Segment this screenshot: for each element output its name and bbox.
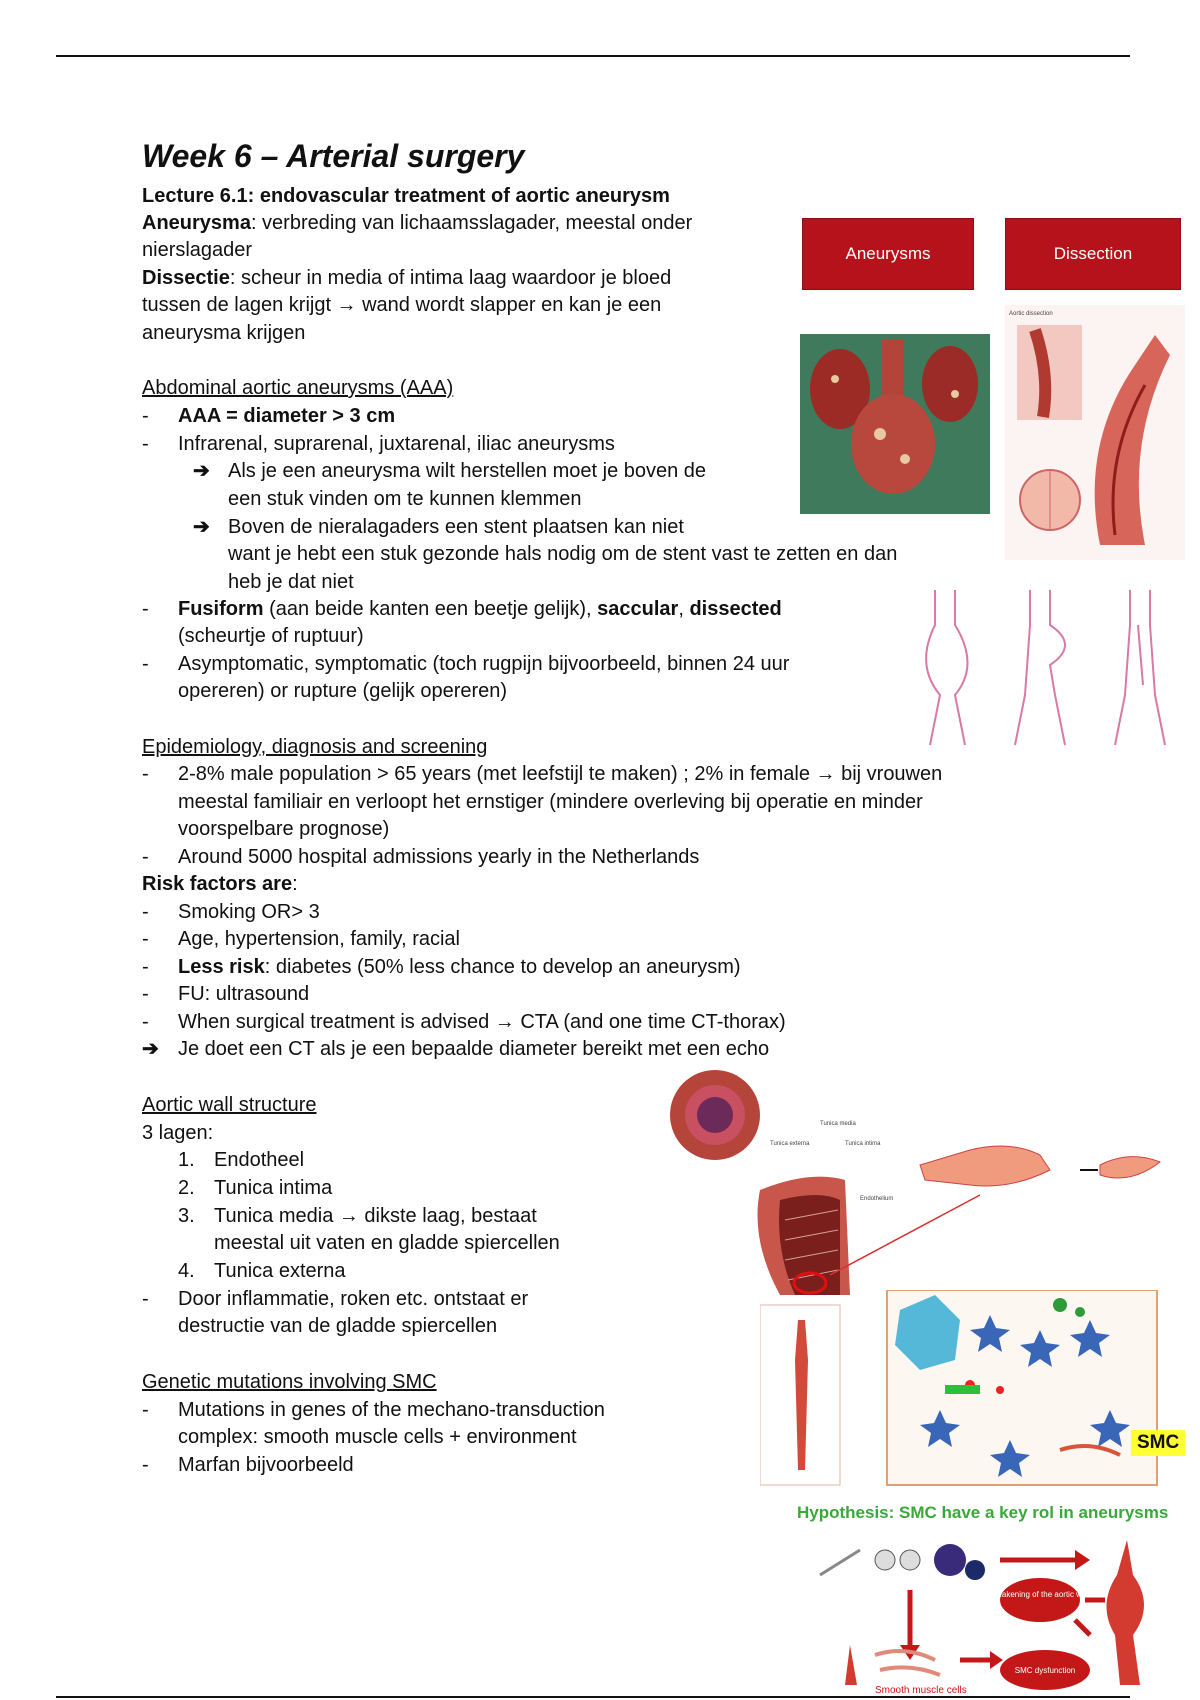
wall-layer: Endotheel bbox=[214, 1149, 305, 1171]
wall-intro: 3 lagen: bbox=[142, 1122, 214, 1144]
bullet-dash: - bbox=[142, 983, 149, 1005]
aaa-bullet-symptoms: Asymptomatic, symptomatic (toch rugpijn bijvoorbeeld, binnen 24 uur bbox=[178, 653, 790, 675]
wall-layer: Tunica media → dikste laag, bestaat bbox=[214, 1205, 537, 1227]
bullet-dash: - bbox=[142, 598, 149, 620]
smooth-muscle-cells-label: Smooth muscle cells bbox=[875, 1685, 967, 1695]
aaa-arrow-line: Als je een aneurysma wilt herstellen moet je boven de bbox=[228, 460, 707, 482]
aaa-bullet-types: Infrarenal, suprarenal, juxtarenal, iliac aneurysms bbox=[178, 433, 615, 455]
label-tunica-externa: Tunica externa bbox=[770, 1141, 810, 1147]
smc-dysfunction-label: SMC dysfunction bbox=[1014, 1666, 1076, 1675]
aaa-arrow-line: een stuk vinden om te kunnen klemmen bbox=[228, 488, 582, 510]
aaa-bullet-diameter: AAA = diameter > 3 cm bbox=[178, 405, 396, 427]
hypothesis-caption: Hypothesis: SMC have a key rol in aneurysms bbox=[797, 1503, 1169, 1522]
bullet-dash: - bbox=[142, 1399, 149, 1421]
aortic-dissection-illustration bbox=[1005, 305, 1185, 560]
weakening-label: Weakening of the aortic wall bbox=[990, 1590, 1090, 1599]
genetic-bullet-cont: complex: smooth muscle cells + environment bbox=[178, 1426, 577, 1448]
definition-dissectie-cont: aneurysma krijgen bbox=[142, 322, 306, 344]
hypothesis-flow-diagram bbox=[815, 1535, 1155, 1695]
bottom-rule bbox=[56, 1696, 1130, 1698]
bullet-dash: - bbox=[142, 846, 149, 868]
aortic-wall-illustration bbox=[670, 1070, 1170, 1300]
list-number: 1. bbox=[178, 1149, 195, 1171]
lecture-heading: Lecture 6.1: endovascular treatment of aortic aneurysm bbox=[142, 185, 670, 207]
page-title: Week 6 – Arterial surgery bbox=[142, 138, 525, 174]
aaa-arrow-line: want je hebt een stuk gezonde hals nodig om de stent vast te zetten en dan bbox=[228, 543, 898, 565]
risk-factors-heading: Risk factors are: bbox=[142, 873, 298, 895]
aaa-arrow-line: Boven de nieralagaders een stent plaatsen kan niet bbox=[228, 516, 684, 538]
epi-bullet-prevalence: 2-8% male population > 65 years (met leefstijl te maken) ; 2% in female → bij vrouwen bbox=[178, 763, 943, 785]
risk-item: Age, hypertension, family, racial bbox=[178, 928, 460, 950]
aaa-bullet-shapes: Fusiform (aan beide kanten een beetje gelijk), saccular, dissected bbox=[178, 598, 782, 620]
wall-heading: Aortic wall structure bbox=[142, 1094, 317, 1116]
bullet-dash: - bbox=[142, 405, 149, 427]
risk-item: Less risk: diabetes (50% less chance to develop an aneurysm) bbox=[178, 956, 741, 978]
aaa-heading: Abdominal aortic aneurysms (AAA) bbox=[142, 377, 454, 399]
aaa-bullet-shapes-cont: (scheurtje of ruptuur) bbox=[178, 625, 364, 647]
list-number: 4. bbox=[178, 1260, 195, 1282]
top-rule bbox=[56, 55, 1130, 57]
aneurysm-specimen-image bbox=[800, 334, 990, 514]
epi-bullet-prevalence-cont: voorspelbare prognose) bbox=[178, 818, 390, 840]
aneurysms-label: Aneurysms bbox=[802, 218, 974, 290]
aortic-dissection-caption: Aortic dissection bbox=[1009, 311, 1053, 317]
wall-layer: Tunica intima bbox=[214, 1177, 333, 1199]
aaa-arrow-line: heb je dat niet bbox=[228, 571, 354, 593]
genetic-heading: Genetic mutations involving SMC bbox=[142, 1371, 437, 1393]
bullet-dash: - bbox=[142, 928, 149, 950]
risk-item: When surgical treatment is advised → CTA (and one time CT-thorax) bbox=[178, 1011, 786, 1033]
epidemiology-heading: Epidemiology, diagnosis and screening bbox=[142, 736, 488, 758]
epi-bullet-admissions: Around 5000 hospital admissions yearly in the Netherlands bbox=[178, 846, 700, 868]
definition-aneurysma-cont: nierslagader bbox=[142, 239, 253, 261]
list-number: 3. bbox=[178, 1205, 195, 1227]
definition-dissectie: Dissectie: scheur in media of intima laag waardoor je bloed bbox=[142, 267, 672, 289]
list-number: 2. bbox=[178, 1177, 195, 1199]
wall-bullet: Door inflammatie, roken etc. ontstaat er bbox=[178, 1288, 529, 1310]
wall-layer-cont: meestal uit vaten en gladde spiercellen bbox=[214, 1232, 560, 1254]
arrow-icon: ➔ bbox=[193, 516, 210, 538]
bullet-dash: - bbox=[142, 1288, 149, 1310]
genetic-bullet: Mutations in genes of the mechano-transduction bbox=[178, 1399, 605, 1421]
genetic-bullet: Marfan bijvoorbeeld bbox=[178, 1454, 354, 1476]
bullet-dash: - bbox=[142, 653, 149, 675]
bullet-dash: - bbox=[142, 763, 149, 785]
epi-bullet-prevalence-cont: meestal familiair en verloopt het ernstiger (mindere overleving bij operatie en minder bbox=[178, 791, 923, 813]
risk-item: FU: ultrasound bbox=[178, 983, 310, 1005]
bullet-dash: - bbox=[142, 1011, 149, 1033]
smc-mechanism-diagram bbox=[760, 1290, 1170, 1490]
smc-badge: SMC bbox=[1131, 1430, 1185, 1456]
bullet-dash: - bbox=[142, 1454, 149, 1476]
bullet-dash: - bbox=[142, 901, 149, 923]
aaa-bullet-symptoms-cont: opereren) or rupture (gelijk opereren) bbox=[178, 680, 508, 702]
bullet-dash: - bbox=[142, 433, 149, 455]
definition-aneurysma: Aneurysma: verbreding van lichaamsslagader, meestal onder bbox=[142, 212, 693, 234]
wall-layer: Tunica externa bbox=[214, 1260, 346, 1282]
label-tunica-media: Tunica media bbox=[820, 1121, 856, 1127]
dissection-label: Dissection bbox=[1005, 218, 1181, 290]
label-endothelium: Endothelium bbox=[860, 1196, 894, 1202]
epi-arrow-line: Je doet een CT als je een bepaalde diameter bereikt met een echo bbox=[178, 1038, 770, 1060]
label-tunica-intima: Tunica intima bbox=[845, 1141, 881, 1147]
aneurysm-types-sketch bbox=[915, 585, 1195, 750]
bullet-dash: - bbox=[142, 956, 149, 978]
risk-item: Smoking OR> 3 bbox=[178, 901, 320, 923]
definition-dissectie-cont: tussen de lagen krijgt → wand wordt slapper en kan je een bbox=[142, 294, 662, 316]
wall-bullet-cont: destructie van de gladde spiercellen bbox=[178, 1315, 498, 1337]
arrow-icon: ➔ bbox=[142, 1038, 159, 1060]
arrow-icon: ➔ bbox=[193, 460, 210, 482]
